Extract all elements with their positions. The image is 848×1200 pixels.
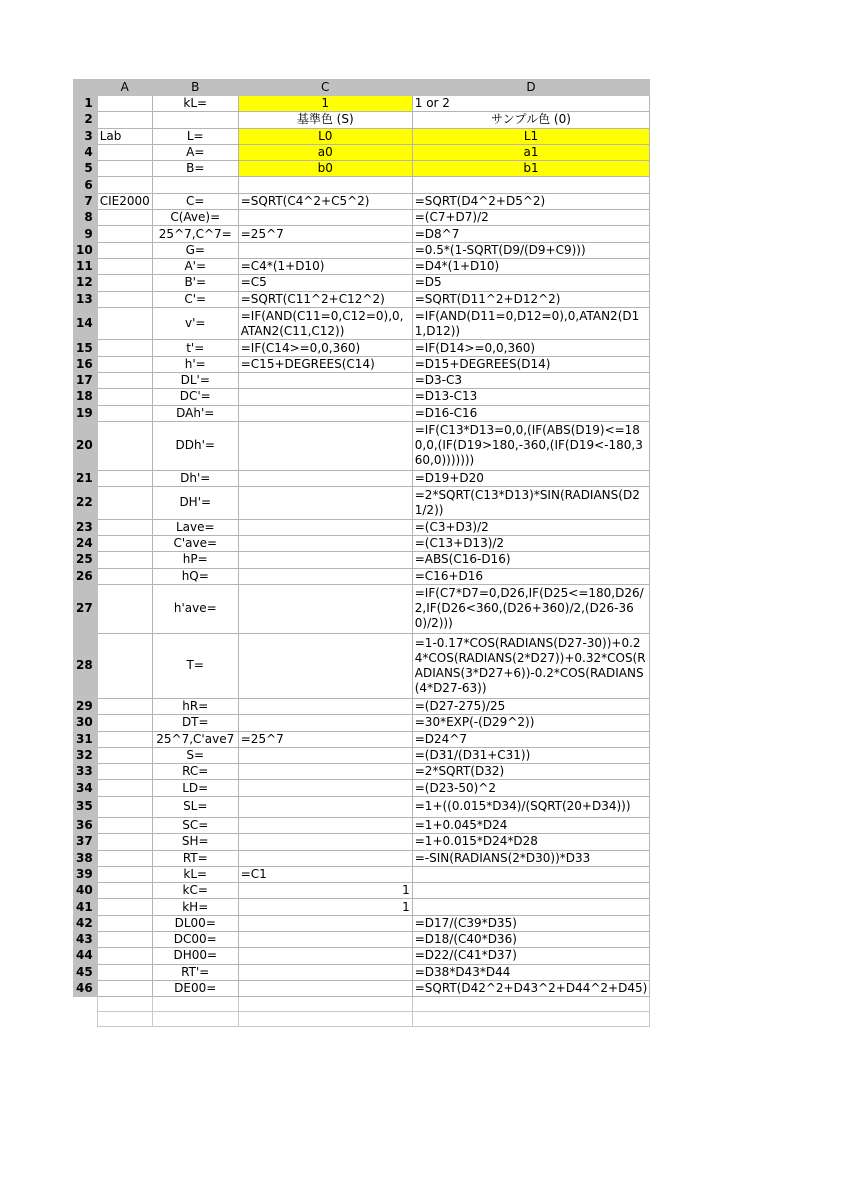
- cell-c[interactable]: [238, 552, 412, 568]
- cell-c[interactable]: [238, 948, 412, 964]
- cell-d[interactable]: =D22/(C41*D37): [412, 948, 650, 964]
- table-row: [74, 470, 650, 486]
- cell-d[interactable]: [412, 883, 650, 899]
- cell-d[interactable]: =D5: [412, 275, 650, 291]
- cell-c[interactable]: [238, 964, 412, 980]
- cell-d[interactable]: =1+0.015*D24*D28: [412, 834, 650, 850]
- row-header[interactable]: 10: [74, 242, 98, 258]
- cell-b[interactable]: DDh'=: [152, 421, 238, 470]
- table-row: [74, 275, 650, 291]
- cell-b[interactable]: kH=: [152, 899, 238, 915]
- cell-a[interactable]: [97, 307, 152, 340]
- empty-cell[interactable]: [97, 997, 152, 1012]
- cell-a[interactable]: [97, 964, 152, 980]
- cell-a[interactable]: [97, 487, 152, 520]
- row-header[interactable]: 44: [74, 948, 98, 964]
- row-header[interactable]: 12: [74, 275, 98, 291]
- cell-a[interactable]: [97, 112, 152, 128]
- cell-b[interactable]: S=: [152, 747, 238, 763]
- cell-b[interactable]: hQ=: [152, 568, 238, 584]
- cell-d[interactable]: [412, 899, 650, 915]
- empty-cell[interactable]: [152, 997, 238, 1012]
- cell-b[interactable]: B'=: [152, 275, 238, 291]
- row-header[interactable]: 27: [74, 584, 98, 633]
- table-row: [74, 536, 650, 552]
- cell-a[interactable]: [97, 633, 152, 698]
- cell-b[interactable]: SH=: [152, 834, 238, 850]
- table-row: [74, 698, 650, 714]
- row-header[interactable]: 20: [74, 421, 98, 470]
- cell-b[interactable]: T=: [152, 633, 238, 698]
- table-row: [74, 568, 650, 584]
- cell-b[interactable]: A'=: [152, 258, 238, 274]
- cell-c[interactable]: L0: [238, 128, 412, 144]
- row-header[interactable]: 4: [74, 144, 98, 160]
- cell-b[interactable]: Lave=: [152, 519, 238, 535]
- empty-cell[interactable]: [97, 1012, 152, 1027]
- cell-a[interactable]: [97, 177, 152, 193]
- table-row: [74, 210, 650, 226]
- cell-c[interactable]: [238, 177, 412, 193]
- cell-c[interactable]: [238, 421, 412, 470]
- cell-c[interactable]: 1: [238, 899, 412, 915]
- table-row: [74, 112, 650, 128]
- table-row: [74, 584, 650, 633]
- cell-c[interactable]: [238, 487, 412, 520]
- row-header[interactable]: 17: [74, 373, 98, 389]
- cell-a[interactable]: [97, 747, 152, 763]
- cell-b[interactable]: [152, 112, 238, 128]
- column-header-c[interactable]: C: [238, 80, 412, 96]
- table-row: [74, 421, 650, 470]
- cell-a[interactable]: [97, 698, 152, 714]
- table-row: [74, 834, 650, 850]
- cell-d[interactable]: =D24^7: [412, 731, 650, 747]
- cell-b[interactable]: G=: [152, 242, 238, 258]
- cell-a[interactable]: [97, 144, 152, 160]
- cell-d[interactable]: =IF(C7*D7=0,D26,IF(D25<=180,D26/2,IF(D26<360,(D26+360)/2,(D26-360)/2))): [412, 584, 650, 633]
- row-header[interactable]: 26: [74, 568, 98, 584]
- cell-a[interactable]: [97, 883, 152, 899]
- cell-c[interactable]: [238, 980, 412, 996]
- table-row: [74, 780, 650, 796]
- cell-a[interactable]: [97, 817, 152, 833]
- cell-a[interactable]: [97, 389, 152, 405]
- cell-d[interactable]: =SQRT(D4^2+D5^2): [412, 193, 650, 209]
- table-row: [74, 796, 650, 817]
- cell-b[interactable]: DT=: [152, 715, 238, 731]
- table-row: [74, 258, 650, 274]
- row-header[interactable]: 7: [74, 193, 98, 209]
- table-row: [74, 899, 650, 915]
- cell-b[interactable]: DC00=: [152, 932, 238, 948]
- row-header[interactable]: 16: [74, 356, 98, 372]
- row-header[interactable]: 19: [74, 405, 98, 421]
- cell-c[interactable]: [238, 519, 412, 535]
- cell-b[interactable]: L=: [152, 128, 238, 144]
- spreadsheet-body: [74, 80, 650, 1027]
- row-header[interactable]: 11: [74, 258, 98, 274]
- cell-d[interactable]: =SQRT(D11^2+D12^2): [412, 291, 650, 307]
- row-header[interactable]: 6: [74, 177, 98, 193]
- cell-d[interactable]: [412, 177, 650, 193]
- row-header[interactable]: 25: [74, 552, 98, 568]
- cell-a[interactable]: CIE2000: [97, 193, 152, 209]
- cell-b[interactable]: RT'=: [152, 964, 238, 980]
- cell-a[interactable]: [97, 519, 152, 535]
- cell-a[interactable]: [97, 536, 152, 552]
- table-row: [74, 487, 650, 520]
- row-header[interactable]: 5: [74, 161, 98, 177]
- cell-d[interactable]: =D3-C3: [412, 373, 650, 389]
- cell-c[interactable]: =25^7: [238, 731, 412, 747]
- row-header[interactable]: 13: [74, 291, 98, 307]
- cell-d[interactable]: =IF(D14>=0,0,360): [412, 340, 650, 356]
- cell-d[interactable]: =(C3+D3)/2: [412, 519, 650, 535]
- cell-b[interactable]: kL=: [152, 96, 238, 112]
- cell-c[interactable]: [238, 932, 412, 948]
- cell-c[interactable]: =C4*(1+D10): [238, 258, 412, 274]
- cell-a[interactable]: [97, 291, 152, 307]
- row-header[interactable]: 1: [74, 96, 98, 112]
- row-header[interactable]: 9: [74, 226, 98, 242]
- cell-b[interactable]: kC=: [152, 883, 238, 899]
- empty-row: [74, 997, 650, 1012]
- cell-d[interactable]: =D38*D43*D44: [412, 964, 650, 980]
- cell-d[interactable]: =-SIN(RADIANS(2*D30))*D33: [412, 850, 650, 866]
- cell-b[interactable]: 25^7,C^7=: [152, 226, 238, 242]
- cell-d[interactable]: =1+0.045*D24: [412, 817, 650, 833]
- cell-b[interactable]: LD=: [152, 780, 238, 796]
- cell-b[interactable]: C(Ave)=: [152, 210, 238, 226]
- cell-c[interactable]: =C15+DEGREES(C14): [238, 356, 412, 372]
- cell-c[interactable]: [238, 715, 412, 731]
- cell-d[interactable]: =D15+DEGREES(D14): [412, 356, 650, 372]
- table-row: [74, 161, 650, 177]
- table-row: [74, 96, 650, 112]
- cell-a[interactable]: [97, 470, 152, 486]
- row-header[interactable]: 42: [74, 915, 98, 931]
- empty-row: [74, 1012, 650, 1027]
- cell-d[interactable]: =ABS(C16-D16): [412, 552, 650, 568]
- cell-c[interactable]: [238, 915, 412, 931]
- table-row: [74, 731, 650, 747]
- cell-d[interactable]: =(D23-50)^2: [412, 780, 650, 796]
- cell-b[interactable]: v'=: [152, 307, 238, 340]
- cell-c[interactable]: [238, 698, 412, 714]
- cell-d[interactable]: L1: [412, 128, 650, 144]
- cell-b[interactable]: [152, 177, 238, 193]
- cell-d[interactable]: [412, 866, 650, 882]
- cell-a[interactable]: [97, 731, 152, 747]
- cell-a[interactable]: [97, 915, 152, 931]
- cell-a[interactable]: [97, 340, 152, 356]
- empty-cell[interactable]: [238, 997, 412, 1012]
- cell-d[interactable]: =D4*(1+D10): [412, 258, 650, 274]
- cell-b[interactable]: DL'=: [152, 373, 238, 389]
- row-header[interactable]: 39: [74, 866, 98, 882]
- row-header[interactable]: 34: [74, 780, 98, 796]
- cell-b[interactable]: C'=: [152, 291, 238, 307]
- row-header[interactable]: 3: [74, 128, 98, 144]
- cell-a[interactable]: [97, 584, 152, 633]
- row-header[interactable]: 29: [74, 698, 98, 714]
- select-all-corner[interactable]: [74, 80, 98, 96]
- cell-a[interactable]: [97, 780, 152, 796]
- cell-a[interactable]: [97, 866, 152, 882]
- cell-d[interactable]: =C16+D16: [412, 568, 650, 584]
- cell-c[interactable]: =C5: [238, 275, 412, 291]
- table-row: [74, 817, 650, 833]
- cell-a[interactable]: [97, 568, 152, 584]
- row-header-empty: [74, 997, 98, 1012]
- table-row: [74, 764, 650, 780]
- cell-a[interactable]: [97, 421, 152, 470]
- cell-a[interactable]: [97, 552, 152, 568]
- cell-a[interactable]: [97, 96, 152, 112]
- cell-d[interactable]: =IF(AND(D11=0,D12=0),0,ATAN2(D11,D12)): [412, 307, 650, 340]
- cell-b[interactable]: h'ave=: [152, 584, 238, 633]
- cell-d[interactable]: =D13-C13: [412, 389, 650, 405]
- cell-a[interactable]: [97, 258, 152, 274]
- cell-c[interactable]: [238, 405, 412, 421]
- row-header[interactable]: 30: [74, 715, 98, 731]
- cell-d[interactable]: =1+((0.015*D34)/(SQRT(20+D34))): [412, 796, 650, 817]
- cell-c[interactable]: a0: [238, 144, 412, 160]
- table-row: [74, 226, 650, 242]
- cell-d[interactable]: =D18/(C40*D36): [412, 932, 650, 948]
- table-row: [74, 389, 650, 405]
- cell-c[interactable]: [238, 536, 412, 552]
- cell-d[interactable]: =(D27-275)/25: [412, 698, 650, 714]
- cell-c[interactable]: [238, 389, 412, 405]
- row-header[interactable]: 41: [74, 899, 98, 915]
- cell-b[interactable]: h'=: [152, 356, 238, 372]
- cell-d[interactable]: =30*EXP(-(D29^2)): [412, 715, 650, 731]
- cell-a[interactable]: [97, 242, 152, 258]
- table-row: [74, 915, 650, 931]
- cell-b[interactable]: DL00=: [152, 915, 238, 931]
- cell-a[interactable]: [97, 796, 152, 817]
- cell-b[interactable]: kL=: [152, 866, 238, 882]
- cell-c[interactable]: [238, 633, 412, 698]
- table-row: [74, 242, 650, 258]
- cell-a[interactable]: [97, 715, 152, 731]
- cell-b[interactable]: SC=: [152, 817, 238, 833]
- cell-b[interactable]: hP=: [152, 552, 238, 568]
- cell-c[interactable]: b0: [238, 161, 412, 177]
- column-header-b[interactable]: B: [152, 80, 238, 96]
- cell-c[interactable]: [238, 764, 412, 780]
- cell-b[interactable]: 25^7,C'ave7: [152, 731, 238, 747]
- cell-c[interactable]: [238, 747, 412, 763]
- cell-a[interactable]: [97, 161, 152, 177]
- cell-c[interactable]: [238, 584, 412, 633]
- cell-b[interactable]: DE00=: [152, 980, 238, 996]
- cell-a[interactable]: [97, 373, 152, 389]
- cell-a[interactable]: [97, 899, 152, 915]
- table-row: [74, 948, 650, 964]
- cell-d[interactable]: 1 or 2: [412, 96, 650, 112]
- cell-b[interactable]: DAh'=: [152, 405, 238, 421]
- column-header-row: [74, 80, 650, 96]
- cell-d[interactable]: =D16-C16: [412, 405, 650, 421]
- table-row: [74, 144, 650, 160]
- row-header[interactable]: 43: [74, 932, 98, 948]
- table-row: [74, 356, 650, 372]
- cell-d[interactable]: =SQRT(D42^2+D43^2+D44^2+D45): [412, 980, 650, 996]
- cell-b[interactable]: DC'=: [152, 389, 238, 405]
- row-header[interactable]: 24: [74, 536, 98, 552]
- cell-c[interactable]: [238, 373, 412, 389]
- row-header[interactable]: 38: [74, 850, 98, 866]
- cell-a[interactable]: [97, 275, 152, 291]
- cell-c[interactable]: [238, 470, 412, 486]
- cell-d[interactable]: =(C13+D13)/2: [412, 536, 650, 552]
- cell-a[interactable]: [97, 850, 152, 866]
- cell-b[interactable]: RC=: [152, 764, 238, 780]
- cell-c[interactable]: [238, 568, 412, 584]
- cell-b[interactable]: DH'=: [152, 487, 238, 520]
- cell-d[interactable]: =1-0.17*COS(RADIANS(D27-30))+0.24*COS(RADIANS(2*D27))+0.32*COS(RADIANS(3*D27+6))-0.2*COS(RADIANS(4*D27-63)): [412, 633, 650, 698]
- cell-b[interactable]: SL=: [152, 796, 238, 817]
- cell-d[interactable]: =0.5*(1-SQRT(D9/(D9+C9))): [412, 242, 650, 258]
- cell-a[interactable]: [97, 356, 152, 372]
- cell-b[interactable]: B=: [152, 161, 238, 177]
- cell-a[interactable]: [97, 932, 152, 948]
- row-header[interactable]: 36: [74, 817, 98, 833]
- cell-c[interactable]: 基準色 (S): [238, 112, 412, 128]
- empty-cell[interactable]: [152, 1012, 238, 1027]
- cell-a[interactable]: [97, 226, 152, 242]
- empty-cell[interactable]: [238, 1012, 412, 1027]
- cell-b[interactable]: A=: [152, 144, 238, 160]
- cell-b[interactable]: Dh'=: [152, 470, 238, 486]
- cell-d[interactable]: =D17/(C39*D35): [412, 915, 650, 931]
- cell-c[interactable]: =25^7: [238, 226, 412, 242]
- cell-c[interactable]: =SQRT(C11^2+C12^2): [238, 291, 412, 307]
- row-header[interactable]: 28: [74, 633, 98, 698]
- table-row: [74, 177, 650, 193]
- table-row: [74, 715, 650, 731]
- table-row: [74, 340, 650, 356]
- table-row: [74, 193, 650, 209]
- table-row: [74, 519, 650, 535]
- cell-c[interactable]: [238, 834, 412, 850]
- cell-d[interactable]: サンプル色 (0): [412, 112, 650, 128]
- row-header[interactable]: 21: [74, 470, 98, 486]
- cell-d[interactable]: =D8^7: [412, 226, 650, 242]
- row-header[interactable]: 33: [74, 764, 98, 780]
- cell-a[interactable]: [97, 764, 152, 780]
- spreadsheet-grid: [73, 79, 650, 1027]
- cell-c[interactable]: =IF(C14>=0,0,360): [238, 340, 412, 356]
- row-header[interactable]: 15: [74, 340, 98, 356]
- cell-c[interactable]: [238, 850, 412, 866]
- table-row: [74, 405, 650, 421]
- cell-c[interactable]: [238, 242, 412, 258]
- column-header-d[interactable]: D: [412, 80, 650, 96]
- cell-a[interactable]: [97, 210, 152, 226]
- table-row: [74, 307, 650, 340]
- table-row: [74, 932, 650, 948]
- table-row: [74, 850, 650, 866]
- row-header[interactable]: 22: [74, 487, 98, 520]
- table-row: [74, 552, 650, 568]
- cell-c[interactable]: =SQRT(C4^2+C5^2): [238, 193, 412, 209]
- cell-d[interactable]: =D19+D20: [412, 470, 650, 486]
- column-header-a[interactable]: A: [97, 80, 152, 96]
- table-row: [74, 747, 650, 763]
- cell-c[interactable]: 1: [238, 96, 412, 112]
- empty-cell[interactable]: [412, 1012, 650, 1027]
- cell-d[interactable]: =(D31/(D31+C31)): [412, 747, 650, 763]
- cell-d[interactable]: a1: [412, 144, 650, 160]
- row-header[interactable]: 45: [74, 964, 98, 980]
- cell-b[interactable]: RT=: [152, 850, 238, 866]
- cell-d[interactable]: =IF(C13*D13=0,0,(IF(ABS(D19)<=180,0,(IF(D19>180,-360,(IF(D19<-180,360,0))))))): [412, 421, 650, 470]
- table-row: [74, 128, 650, 144]
- table-row: [74, 633, 650, 698]
- cell-b[interactable]: DH00=: [152, 948, 238, 964]
- row-header[interactable]: 46: [74, 980, 98, 996]
- cell-d[interactable]: =2*SQRT(D32): [412, 764, 650, 780]
- cell-c[interactable]: =C1: [238, 866, 412, 882]
- cell-d[interactable]: =2*SQRT(C13*D13)*SIN(RADIANS(D21/2)): [412, 487, 650, 520]
- cell-b[interactable]: C=: [152, 193, 238, 209]
- cell-d[interactable]: =(C7+D7)/2: [412, 210, 650, 226]
- row-header[interactable]: 14: [74, 307, 98, 340]
- row-header[interactable]: 18: [74, 389, 98, 405]
- cell-a[interactable]: [97, 980, 152, 996]
- cell-c[interactable]: [238, 210, 412, 226]
- cell-b[interactable]: hR=: [152, 698, 238, 714]
- row-header[interactable]: 35: [74, 796, 98, 817]
- cell-a[interactable]: [97, 405, 152, 421]
- row-header[interactable]: 8: [74, 210, 98, 226]
- cell-b[interactable]: C'ave=: [152, 536, 238, 552]
- row-header[interactable]: 2: [74, 112, 98, 128]
- table-row: [74, 866, 650, 882]
- table-row: [74, 964, 650, 980]
- table-row: [74, 980, 650, 996]
- cell-a[interactable]: [97, 948, 152, 964]
- cell-b[interactable]: t'=: [152, 340, 238, 356]
- row-header-empty: [74, 1012, 98, 1027]
- cell-c[interactable]: [238, 780, 412, 796]
- cell-c[interactable]: [238, 817, 412, 833]
- cell-c[interactable]: =IF(AND(C11=0,C12=0),0,ATAN2(C11,C12)): [238, 307, 412, 340]
- table-row: [74, 373, 650, 389]
- cell-c[interactable]: 1: [238, 883, 412, 899]
- cell-a[interactable]: [97, 834, 152, 850]
- cell-d[interactable]: b1: [412, 161, 650, 177]
- table-row: [74, 291, 650, 307]
- table-row: [74, 883, 650, 899]
- row-header[interactable]: 40: [74, 883, 98, 899]
- row-header[interactable]: 37: [74, 834, 98, 850]
- cell-c[interactable]: [238, 796, 412, 817]
- row-header[interactable]: 32: [74, 747, 98, 763]
- empty-cell[interactable]: [412, 997, 650, 1012]
- cell-a[interactable]: Lab: [97, 128, 152, 144]
- row-header[interactable]: 31: [74, 731, 98, 747]
- row-header[interactable]: 23: [74, 519, 98, 535]
